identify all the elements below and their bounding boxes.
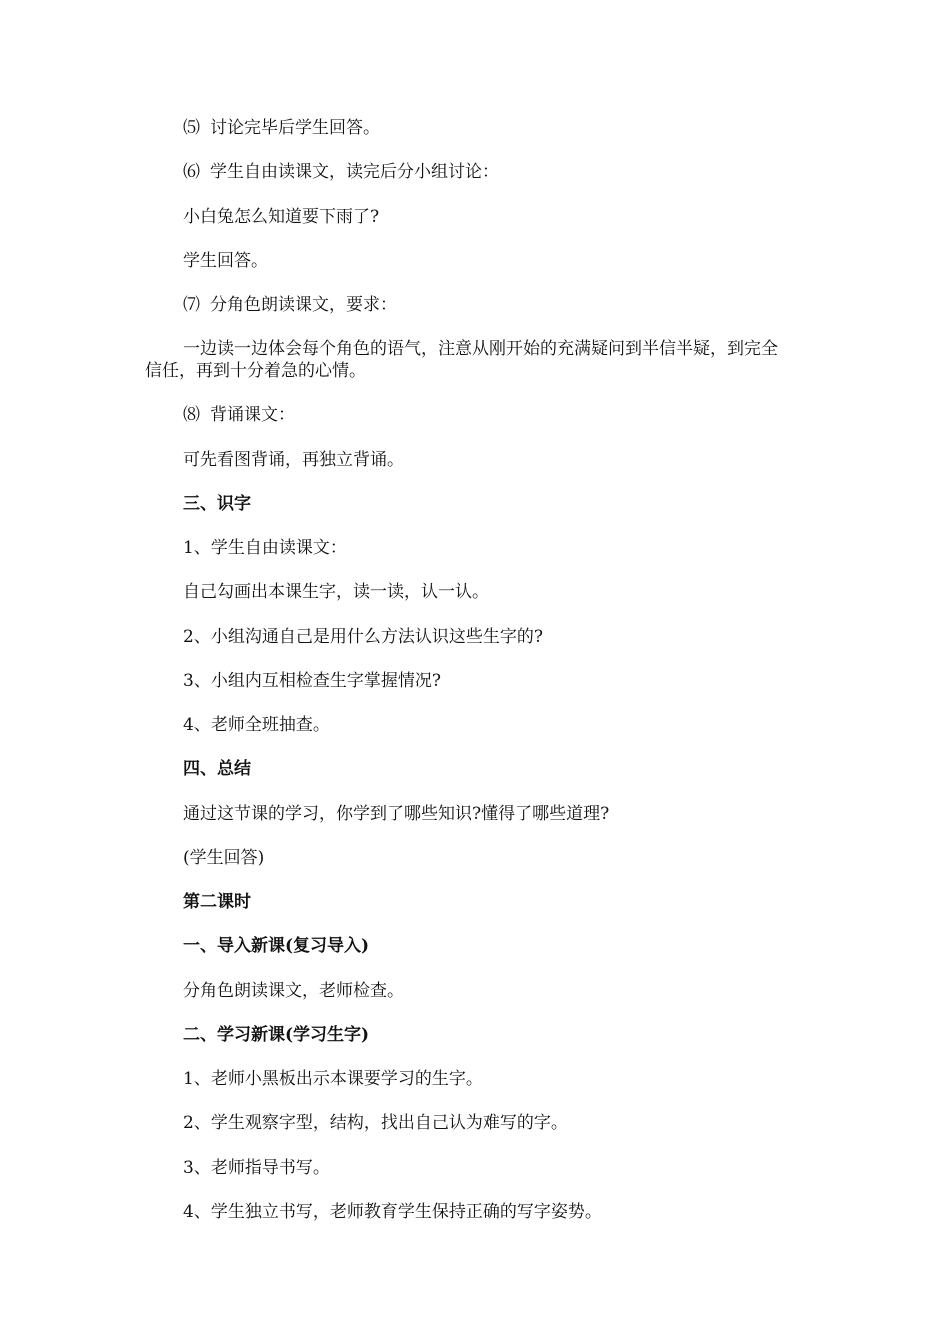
paragraph-step-7 — [183, 294, 397, 316]
paragraph-step-5 — [183, 117, 380, 139]
step-number: ⑻ — [183, 405, 200, 425]
paragraph-lesson-item-2: 2、学生观察字型，结构，找出自己认为难写的字。 — [183, 1113, 568, 1133]
paragraph-text: 背诵课文： — [210, 405, 295, 425]
paragraph-recite-tip: 可先看图背诵，再独立背诵。 — [183, 450, 404, 470]
paragraph-text: 讨论完毕后学生回答。 — [210, 118, 380, 138]
section-heading-summary: 四、总结 — [183, 759, 251, 779]
paragraph-item-1-detail: 自己勾画出本课生字，读一读，认一认。 — [183, 582, 489, 602]
step-number: ⑹ — [183, 162, 200, 182]
paragraph-item-2: 2、小组沟通自己是用什么方法认识这些生字的? — [183, 627, 543, 647]
paragraph-question: 小白兔怎么知道要下雨了? — [183, 207, 380, 227]
paragraph-lesson-item-3: 3、老师指导书写。 — [183, 1158, 330, 1178]
paragraph-item-1: 1、学生自由读课文： — [183, 538, 347, 558]
step-number: ⑸ — [183, 118, 200, 138]
paragraph-lesson-item-4: 4、学生独立书写，老师教育学生保持正确的写字姿势。 — [183, 1202, 602, 1222]
section-heading-new-lesson: 二、学习新课(学习生字) — [183, 1025, 370, 1045]
paragraph-item-3: 3、小组内互相检查生字掌握情况? — [183, 671, 441, 691]
section-heading-literacy: 三、识字 — [183, 494, 251, 514]
step-number: ⑺ — [183, 295, 200, 315]
paragraph-lesson-item-1: 1、老师小黑板出示本课要学习的生字。 — [183, 1069, 483, 1089]
paragraph-summary-answer: (学生回答) — [183, 848, 265, 868]
section-heading-introduction: 一、导入新课(复习导入) — [183, 936, 370, 956]
paragraph-reading-requirement: 一边读一边体会每个角色的语气，注意从刚开始的充满疑问到半信半疑，到完全信任，再到十分着急的心情。 — [145, 339, 778, 381]
paragraph-item-4: 4、老师全班抽查。 — [183, 715, 330, 735]
paragraph-text: 学生自由读课文，读完后分小组讨论： — [210, 162, 499, 182]
paragraph-answer: 学生回答。 — [183, 251, 268, 271]
paragraph-summary-question: 通过这节课的学习，你学到了哪些知识?懂得了哪些道理? — [183, 804, 610, 824]
paragraph-step-8 — [183, 404, 295, 426]
section-heading-second-period: 第二课时 — [183, 892, 251, 912]
paragraph-step-6 — [183, 161, 499, 183]
paragraph-text: 分角色朗读课文，要求： — [210, 295, 397, 315]
paragraph-role-reading: 分角色朗读课文，老师检查。 — [183, 981, 404, 1001]
